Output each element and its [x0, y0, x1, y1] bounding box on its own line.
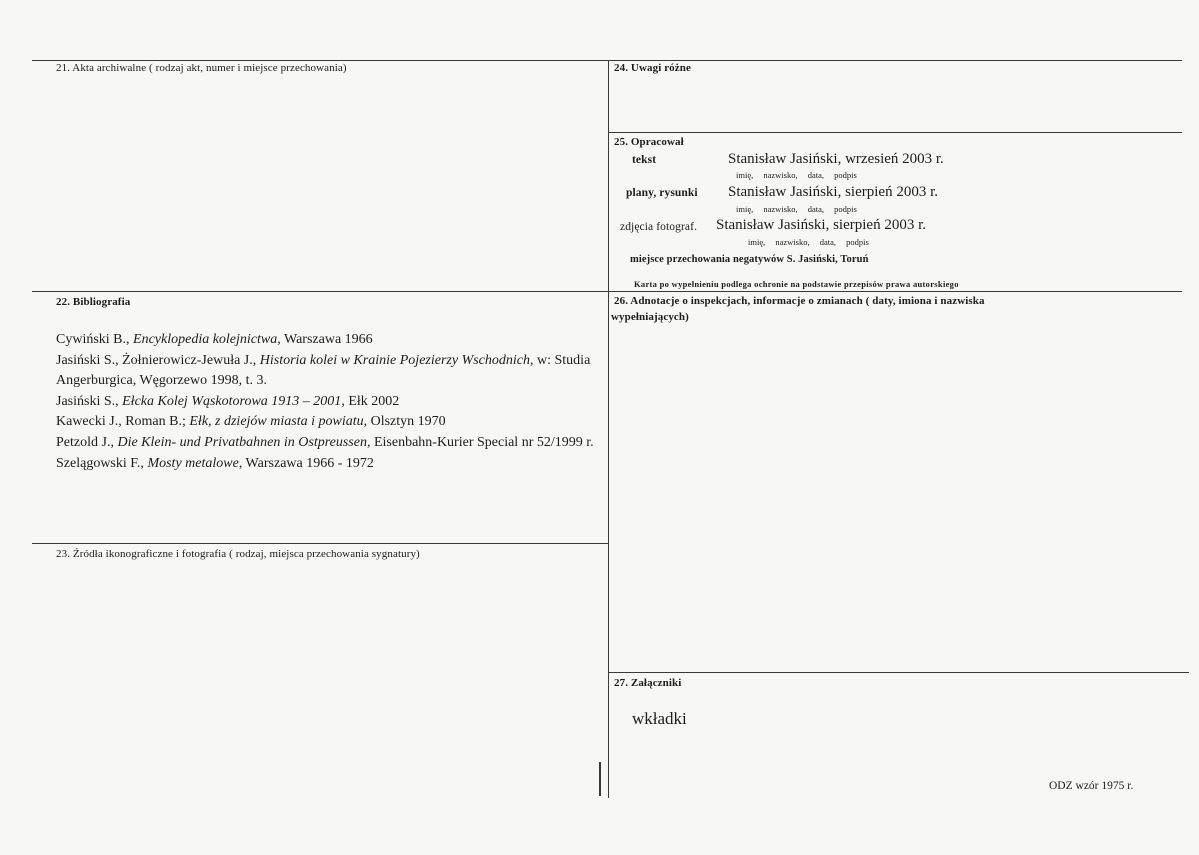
prepared-text-label: tekst [632, 154, 657, 166]
divider-21-22 [32, 291, 609, 292]
prepared-photos-label: zdjęcia fotograf. [620, 221, 698, 233]
divider-26-27 [609, 672, 1189, 673]
prepared-plans-label: plany, rysunki [626, 187, 698, 199]
section-27-label: 27. Załączniki [614, 677, 682, 689]
attachments-value: wkładki [632, 709, 687, 728]
section-23-label: 23. Źródła ikonograficzne i fotografia ( rodzaj, miejsca przechowania sygnatury) [56, 548, 420, 560]
section-21-label: 21. Akta archiwalne ( rodzaj akt, numer i miejsce przechowania) [56, 62, 347, 74]
section-24-label: 24. Uwagi różne [614, 62, 691, 74]
prepared-text-value: Stanisław Jasiński, wrzesień 2003 r. [728, 151, 944, 167]
center-vertical-line [608, 60, 609, 798]
bibliography-list [56, 330, 601, 474]
section-22-label: 22. Bibliografia [56, 296, 131, 308]
prepared-plans-caption: imię, nazwisko, data, podpis [736, 204, 857, 214]
section-26-label-line2: wypełniających) [611, 311, 689, 323]
bibliography-entry: Cywiński B., Encyklopedia kolejnictwa, Warszawa 1966 [56, 332, 373, 347]
top-border-line [32, 60, 1182, 61]
copyright-note: Karta po wypełnieniu podlega ochronie na podstawie przepisów prawa autorskiego [634, 279, 959, 289]
stray-mark [599, 762, 601, 796]
bibliography-entry: Kawecki J., Roman B.; Ełk, z dziejów miasta i powiatu, Olsztyn 1970 [56, 414, 446, 430]
bibliography-entry: Jasiński S., Ełcka Kolej Wąskotorowa 1913 – 2001, Ełk 2002 [56, 393, 400, 409]
section-26-label-line1: 26. Adnotacje o inspekcjach, informacje o zmianach ( daty, imiona i nazwiska [614, 295, 985, 307]
bibliography-entry: Jasiński S., Żołnierowicz-Jewuła J., Historia kolei w Krainie Pojezierzy Wschodnich, w: Studia Angerburgica, Węgorzewo 1998, t. 3. [56, 352, 591, 389]
divider-22-23 [32, 543, 609, 544]
negatives-location: miejsce przechowania negatywów S. Jasiński, Toruń [630, 254, 869, 265]
prepared-plans-value: Stanisław Jasiński, sierpień 2003 r. [728, 184, 938, 200]
prepared-photos-caption: imię, nazwisko, data, podpis [748, 237, 869, 247]
form-identifier: ODZ wzór 1975 r. [1049, 780, 1134, 792]
bibliography-entry: Szelągowski F., Mosty metalowe, Warszawa 1966 - 1972 [56, 455, 374, 471]
divider-24-25 [609, 132, 1182, 133]
bibliography-entry: Petzold J., Die Klein- und Privatbahnen in Ostpreussen, Eisenbahn-Kurier Special nr 52/1999 r. [56, 434, 594, 450]
divider-25-26 [609, 291, 1182, 292]
prepared-text-caption: imię, nazwisko, data, podpis [736, 170, 857, 180]
section-25-label: 25. Opracował [614, 136, 684, 148]
prepared-photos-value: Stanisław Jasiński, sierpień 2003 r. [716, 217, 926, 233]
